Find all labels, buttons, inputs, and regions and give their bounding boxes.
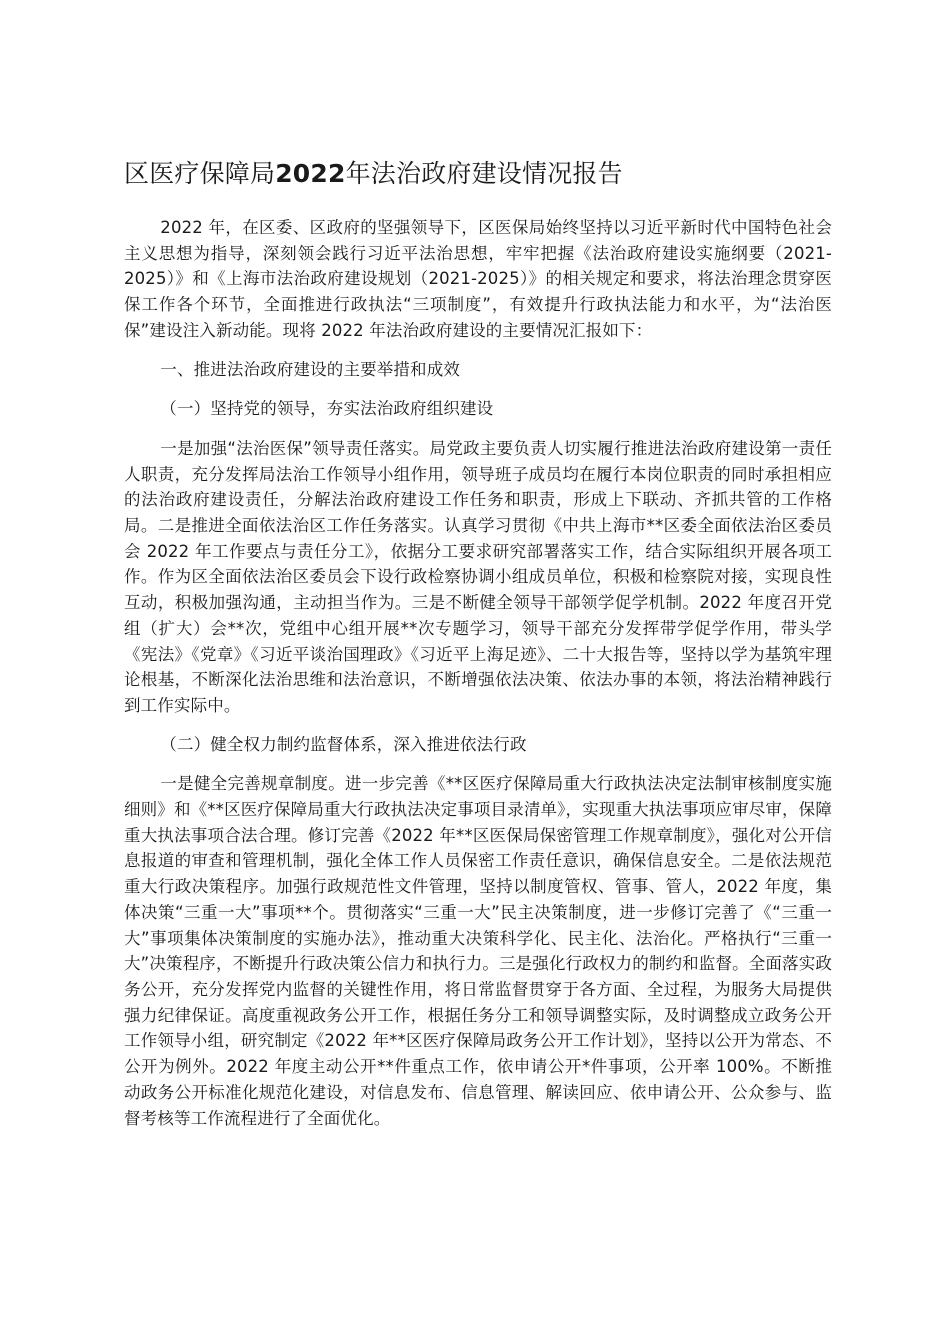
subsection-heading-1: （一）坚持党的领导，夯实法治政府组织建设 xyxy=(160,399,494,419)
section-heading-1: 一、推进法治政府建设的主要举措和成效 xyxy=(160,359,460,379)
subsection-body-1: 一是加强“法治医保”领导责任落实。局党政主要负责人切实履行推进法治政府建设第一责任人职责，充分发挥局法治工作领导小组作用，领导班子成员均在履行本岗位职责的同时承担相应的法治政府建设责任，分解法治政府建设工作任务和职责，形成上下联动、齐抓共管的工作格局。二是推进全面依法治区工作任务落实。认真学习贯彻《中共上海市**区委全面依法治区委员会 2022 年工作要点与责任分工》，依据分工要求研究部署落实工作，结合实际组织开展各项工作。作为区全面依法治区委员会下设行政检察协调小组成员单位，积极和检察院对接，实现良性互动，积极加强沟通，主动担当作为。三是不断健全领导干部领学促学机制。2022 年度召开党组（扩大）会**次，党组中心组开展**次专题学习，领导干部充分发挥带学促学作用，带头学《宪法》《党章》《习近平谈治国理政》《习近平上海足迹》、二十大报告等，坚持以学为基筑牢理论根基，不断深化法治思维和法治意识，不断增强依法决策、依法办事的本领，将法治精神践行到工作实际中。 xyxy=(124,438,832,715)
title-suffix: 年法治政府建设情况报告 xyxy=(345,159,623,188)
intro-paragraph: 2022 年，在区委、区政府的坚强领导下，区医保局始终坚持以习近平新时代中国特色社会主义思想为指导，深刻领会践行习近平法治思想，牢牢把握《法治政府建设实施纲要（2021-2025）》和《上海市法治政府建设规划（2021-2025）》的相关规定和要求，将法治理念贯穿医保工作各个环节，全面推进行政执法“三项制度”，有效提升行政执法能力和水平，为“法治医保”建设注入新动能。现将 2022 年法治政府建设的主要情况汇报如下： xyxy=(124,218,832,340)
document-title xyxy=(124,150,832,198)
subsection-heading-2: （二）健全权力制约监督体系，深入推进依法行政 xyxy=(160,734,527,754)
subsection-body-2: 一是健全完善规章制度。进一步完善《**区医疗保障局重大行政执法决定法制审核制度实施细则》和《**区医疗保障局重大行政执法决定事项目录清单》，实现重大执法事项应审尽审，保障重大执法事项合法合理。修订完善《2022 年**区医保局保密管理工作规章制度》，强化对公开信息报道的审查和管理机制，强化全体工作人员保密工作责任意识，确保信息安全。二是依法规范重大行政决策程序。加强行政规范性文件管理，坚持以制度管权、管事、管人，2022 年度，集体决策“三重一大”事项**个。贯彻落实“三重一大”民主决策制度，进一步修订完善了《“三重一大”事项集体决策制度的实施办法》，推动重大决策科学化、民主化、法治化。严格执行“三重一大”决策程序，不断提升行政决策公信力和执行力。三是强化行政权力的制约和监督。全面落实政务公开，充分发挥党内监督的关键性作用，将日常监督贯穿于各方面、全过程，为服务大局提供强力纪律保证。高度重视政务公开工作，根据任务分工和领导调整实际，及时调整成立政务公开工作领导小组，研究制定《2022 年**区医疗保障局政务公开工作计划》，坚持以公开为常态、不公开为例外。2022 年度主动公开**件重点工作，依申请公开*件事项，公开率 100%。不断推动政务公开标准化规范化建设，对信息发布、信息管理、解读回应、依申请公开、公众参与、监督考核等工作流程进行了全面优化。 xyxy=(124,774,832,1128)
title-prefix: 区医疗保障局 xyxy=(124,159,276,188)
title-year: 2022 xyxy=(275,159,346,188)
